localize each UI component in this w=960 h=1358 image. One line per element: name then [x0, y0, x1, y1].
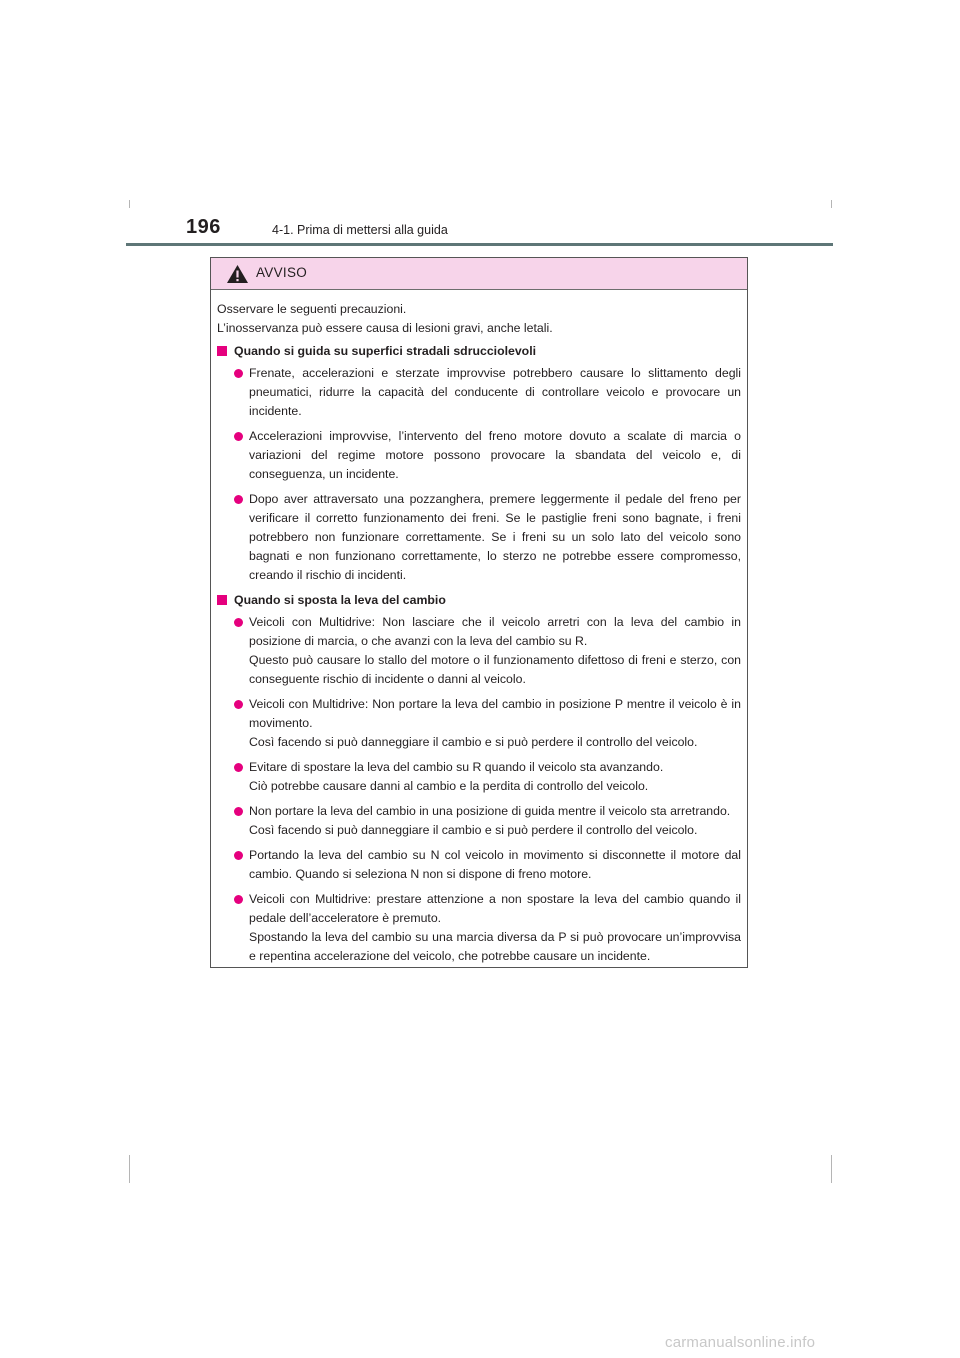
- circle-bullet-icon: [234, 618, 243, 627]
- list-item-text: Veicoli con Multidrive: prestare attenzione a non spostare la leva del cambio quando il pedale dell’acceleratore è premuto.: [249, 892, 741, 925]
- square-bullet-icon: [217, 595, 227, 605]
- list-item-text: Spostando la leva del cambio su una marcia diversa da P si può provocare un’improvvisa e repentina accelerazione del veicolo, che potrebbe causare un incidente.: [249, 930, 741, 963]
- list-item: [217, 613, 741, 689]
- circle-bullet-icon: [234, 369, 243, 378]
- section-heading-text: Quando si guida su superfici stradali sdrucciolevoli: [234, 344, 537, 358]
- intro-line: L’inosservanza può essere causa di lesioni gravi, anche letali.: [217, 321, 553, 335]
- header-rule: [126, 243, 833, 246]
- list-item: [217, 802, 741, 840]
- list-item-text: Dopo aver attraversato una pozzanghera, premere leggermente il pedale del freno per verificare il corretto funzionamento dei freni. Se le pastiglie freni sono bagnate, i freni potrebbero non funzionare correttamente. Se i freni su un solo lato del veicolo sono bagnati e non funzionano correttamente, lo sterzo ne potrebbe essere compromesso, creando il rischio di incidenti.: [249, 492, 741, 582]
- section-heading-text: Quando si sposta la leva del cambio: [234, 593, 446, 607]
- circle-bullet-icon: [234, 700, 243, 709]
- warning-body: [211, 290, 747, 966]
- warning-triangle-icon: [226, 264, 249, 284]
- list-item-text: Non portare la leva del cambio in una posizione di guida mentre il veicolo sta arretrando.: [249, 804, 731, 818]
- section-heading: [217, 342, 741, 361]
- list-item-text: Ciò potrebbe causare danni al cambio e la perdita di controllo del veicolo.: [249, 779, 649, 793]
- crop-mark: [831, 200, 832, 208]
- list-item: [217, 846, 741, 884]
- square-bullet-icon: [217, 346, 227, 356]
- warning-title: AVVISO: [256, 265, 308, 280]
- list-item-text: Così facendo si può danneggiare il cambio e si può perdere il controllo del veicolo.: [249, 735, 698, 749]
- circle-bullet-icon: [234, 495, 243, 504]
- list-item-text: Portando la leva del cambio su N col veicolo in movimento si disconnette il motore dal cambio. Quando si seleziona N non si dispone di freno motore.: [249, 848, 741, 881]
- list-item-text: Accelerazioni improvvise, l’intervento del freno motore dovuto a scalate di marcia o variazioni del regime motore possono provocare la sbandata del veicolo e, di conseguenza, un incidente.: [249, 429, 741, 481]
- list-item-text: Evitare di spostare la leva del cambio su R quando il veicolo sta avanzando.: [249, 760, 664, 774]
- list-item-text: Questo può causare lo stallo del motore o il funzionamento difettoso di freni e sterzo, con conseguente rischio di incidente o danni al veicolo.: [249, 653, 741, 686]
- crop-mark: [129, 200, 130, 208]
- circle-bullet-icon: [234, 895, 243, 904]
- list-item-text: Veicoli con Multidrive: Non portare la leva del cambio in posizione P mentre il veicolo è in movimento.: [249, 697, 741, 730]
- list-item: [217, 427, 741, 484]
- list-item-text: Così facendo si può danneggiare il cambio e si può perdere il controllo del veicolo.: [249, 823, 698, 837]
- warning-box: [210, 257, 748, 968]
- circle-bullet-icon: [234, 432, 243, 441]
- list-item-text: Frenate, accelerazioni e sterzate improvvise potrebbero causare lo slittamento degli pneumatici, ridurre la capacità del conducente di controllare veicolo e provocare un incidente.: [249, 366, 741, 418]
- page-header: [126, 212, 833, 248]
- list-item: [217, 364, 741, 421]
- watermark: carmanualsonline.info: [665, 1334, 816, 1351]
- list-item: [217, 490, 741, 585]
- list-item-text: Veicoli con Multidrive: Non lasciare che il veicolo arretri con la leva del cambio in posizione di marcia, o che avanzi con la leva del cambio su R.: [249, 615, 741, 648]
- list-item: [217, 758, 741, 796]
- circle-bullet-icon: [234, 763, 243, 772]
- circle-bullet-icon: [234, 851, 243, 860]
- section-title: 4-1. Prima di mettersi alla guida: [272, 223, 448, 237]
- crop-mark: [129, 1155, 130, 1183]
- circle-bullet-icon: [234, 807, 243, 816]
- list-item: [217, 890, 741, 966]
- warning-header: [211, 258, 747, 290]
- crop-mark: [831, 1155, 832, 1183]
- list-item: [217, 695, 741, 752]
- intro-line: Osservare le seguenti precauzioni.: [217, 302, 407, 316]
- page-number: 196: [186, 216, 221, 238]
- section-heading: [217, 591, 741, 610]
